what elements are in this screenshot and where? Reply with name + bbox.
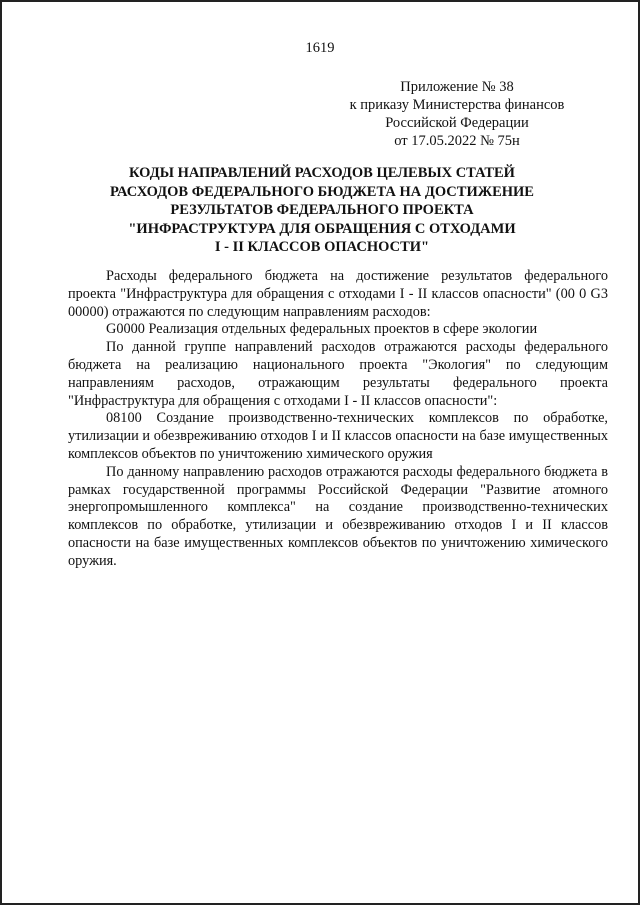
appendix-header	[332, 78, 582, 150]
paragraph-code-g0000: G0000 Реализация отдельных федеральных проектов в сфере экологии	[106, 321, 538, 338]
page-number: 1619	[305, 40, 335, 56]
document-title	[62, 164, 582, 257]
paragraph-intro: Расходы федерального бюджета на достижение результатов федерального проекта "Инфраструктура для обращения с отходами I - II классов опасности" (00 0 G3 00000) отражаются по следующим направлениям расходов:	[68, 268, 608, 320]
title-line: КОДЫ НАПРАВЛЕНИЙ РАСХОДОВ ЦЕЛЕВЫХ СТАТЕЙ	[129, 165, 515, 181]
paragraph-direction-description: По данному направлению расходов отражаются расходы федерального бюджета в рамках государственной программы Российской Федерации "Развитие атомного энергопромышленного комплекса" на создание производственно-технических комплексов по обработке, утилизации и обезвреживанию отходов I и II классов опасности на базе имущественных комплексов объектов по уничтожению химического оружия.	[68, 463, 608, 569]
appendix-date: от 17.05.2022 № 75н	[394, 133, 520, 149]
paragraph-group-description: По данной группе направлений расходов отражаются расходы федерального бюджета на реализацию национального проекта "Экология" по следующим направлениям расходов, отражающим результаты федерального проекта "Инфраструктура для обращения с отходами I - II классов опасности":	[68, 339, 608, 409]
appendix-number: Приложение № 38	[400, 79, 514, 95]
paragraph-code-08100: 08100 Создание производственно-технических комплексов по обработке, утилизации и обезвреживанию отходов I и II классов опасности на базе имущественных комплексов объектов по уничтожению химического оружия	[68, 410, 608, 462]
title-line: "ИНФРАСТРУКТУРА ДЛЯ ОБРАЩЕНИЯ С ОТХОДАМИ	[128, 220, 516, 237]
title-line: РЕЗУЛЬТАТОВ ФЕДЕРАЛЬНОГО ПРОЕКТА	[170, 202, 474, 218]
appendix-country: Российской Федерации	[385, 115, 529, 131]
title-line: I - II КЛАССОВ ОПАСНОСТИ"	[214, 239, 430, 255]
title-line: РАСХОДОВ ФЕДЕРАЛЬНОГО БЮДЖЕТА НА ДОСТИЖЕНИЕ	[110, 183, 534, 200]
document-body	[68, 268, 608, 571]
appendix-order-ref: к приказу Министерства финансов	[349, 97, 565, 113]
